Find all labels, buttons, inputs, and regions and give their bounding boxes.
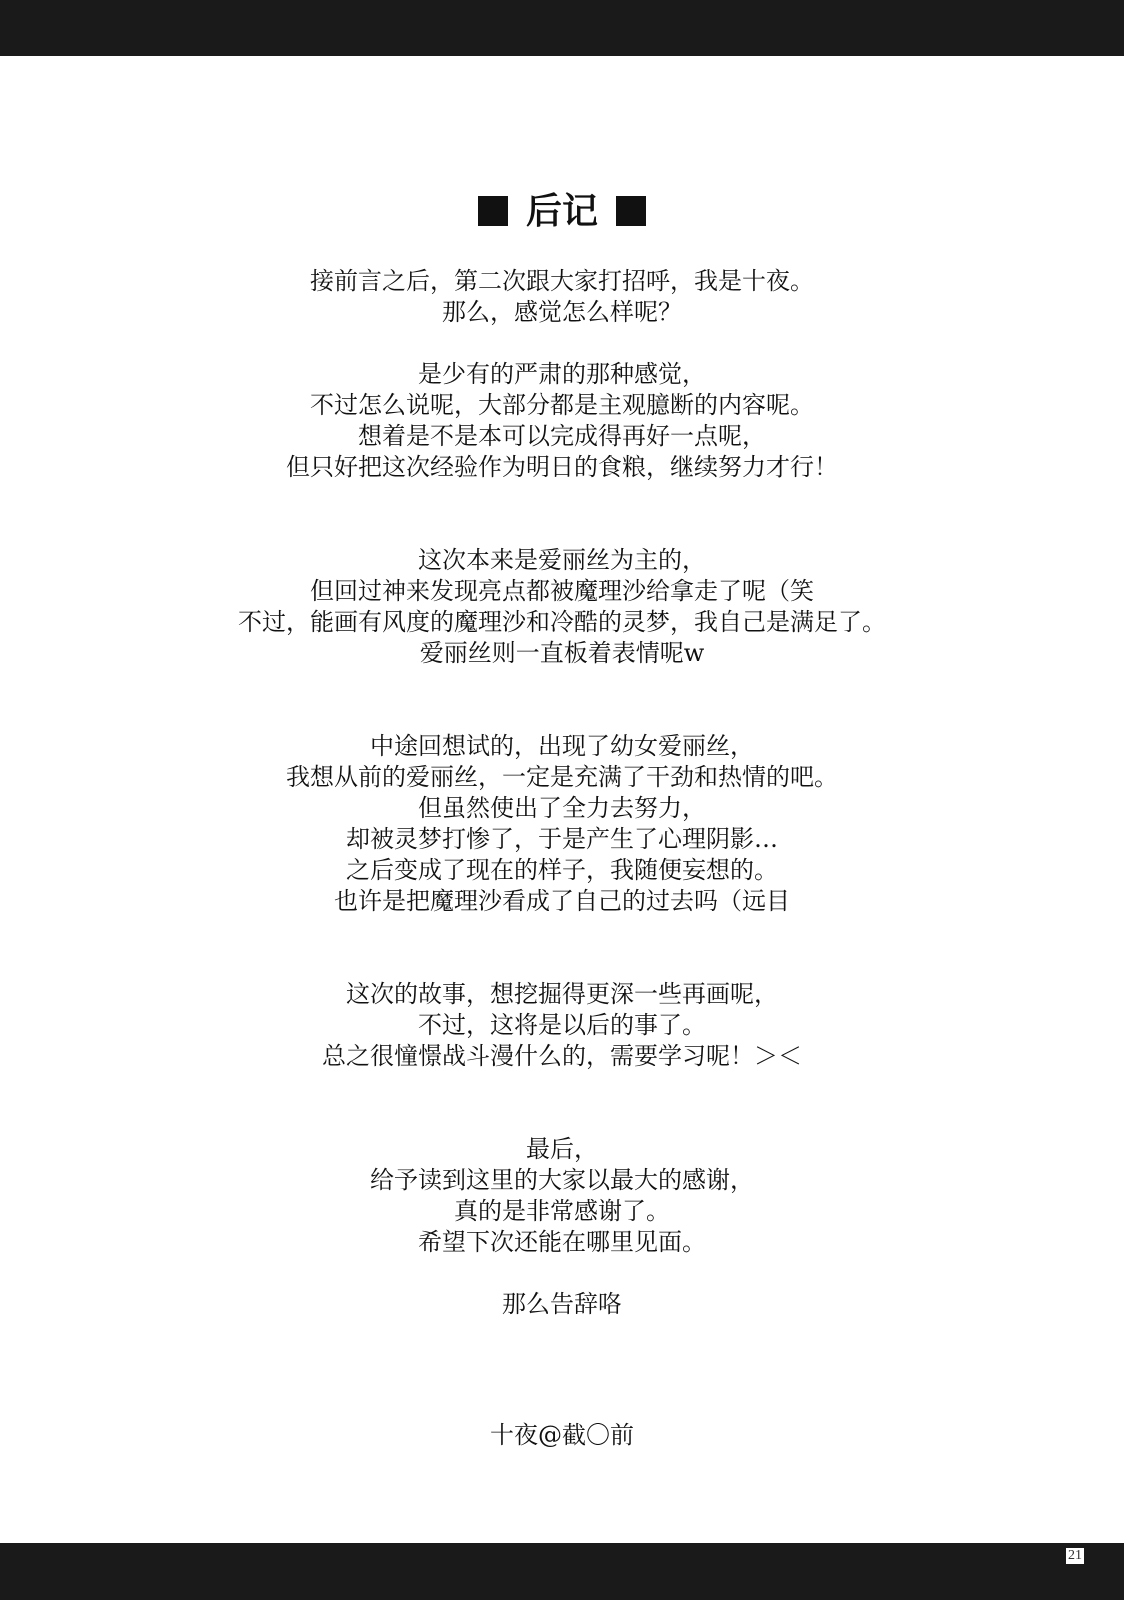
text-line: 我想从前的爱丽丝，一定是充满了干劲和热情的吧。 (286, 763, 838, 791)
text-line: 希望下次还能在哪里见面。 (418, 1228, 706, 1256)
page-number: 21 (1068, 1548, 1082, 1563)
text-line: 爱丽丝则一直板着表情呢w (419, 639, 705, 667)
paragraph-2 (0, 359, 1124, 483)
paragraph-5 (0, 979, 1124, 1072)
text-line: 接前言之后，第二次跟大家打招呼，我是十夜。 (310, 267, 814, 295)
text-line: 这次本来是爱丽丝为主的， (418, 546, 706, 574)
text-line: 那么，感觉怎么样呢？ (442, 298, 682, 326)
author-signature: 十夜@截〇前 (490, 1421, 634, 1449)
text-line: 最后， (526, 1135, 598, 1163)
text-line: 之后变成了现在的样子，我随便妄想的。 (346, 856, 778, 884)
top-border-bar (0, 0, 1124, 56)
text-line: 不过，能画有风度的魔理沙和冷酷的灵梦，我自己是满足了。 (238, 608, 886, 636)
title-text: 后记 (525, 190, 598, 232)
text-line: 不过，这将是以后的事了。 (418, 1011, 706, 1039)
text-line: 那么告辞咯 (502, 1290, 622, 1318)
text-line: 给予读到这里的大家以最大的感谢， (370, 1166, 754, 1194)
afterword-body (0, 266, 1124, 1320)
text-line: 却被灵梦打惨了，于是产生了心理阴影… (346, 825, 778, 853)
black-square-icon (478, 196, 508, 226)
paragraph-7 (0, 1289, 1124, 1320)
text-line: 这次的故事，想挖掘得更深一些再画呢， (346, 980, 778, 1008)
text-line: 想着是不是本可以完成得再好一点呢， (358, 422, 766, 450)
text-line: 总之很憧憬战斗漫什么的，需要学习呢！＞＜ (322, 1042, 802, 1070)
black-square-icon (616, 196, 646, 226)
paragraph-4 (0, 731, 1124, 917)
text-line: 但虽然使出了全力去努力， (418, 794, 706, 822)
text-line: 中途回想试的，出现了幼女爱丽丝， (370, 732, 754, 760)
paragraph-6 (0, 1134, 1124, 1258)
text-line: 是少有的严肃的那种感觉， (418, 360, 706, 388)
page-title (0, 188, 1124, 234)
paragraph-3 (0, 545, 1124, 669)
text-line: 但回过神来发现亮点都被魔理沙给拿走了呢（笑 (310, 577, 814, 605)
text-line: 不过怎么说呢，大部分都是主观臆断的内容呢。 (310, 391, 814, 419)
text-line: 真的是非常感谢了。 (454, 1197, 670, 1225)
bottom-border-bar (0, 1543, 1124, 1600)
text-line: 也许是把魔理沙看成了自己的过去吗（远目 (334, 887, 790, 915)
text-line: 但只好把这次经验作为明日的食粮，继续努力才行！ (286, 453, 838, 481)
paragraph-1 (0, 266, 1124, 328)
